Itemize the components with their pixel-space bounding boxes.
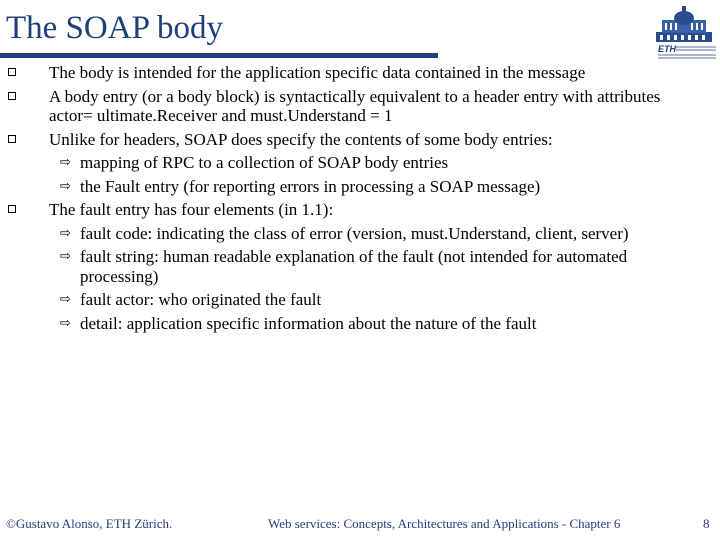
logo-text: ETH (658, 44, 676, 54)
sub-bullet-item (0, 247, 712, 286)
eth-logo (654, 2, 718, 60)
arrow-icon: ⇨ (60, 225, 71, 241)
bullet-text: Unlike for headers, SOAP does specify the contents of some body entries: (49, 129, 553, 149)
footer-course-title: Web services: Concepts, Architectures and Applications - Chapter 6 (268, 516, 621, 531)
sub-bullet-item (0, 290, 712, 310)
arrow-icon: ⇨ (60, 178, 71, 194)
sub-bullet-item (0, 153, 712, 173)
hollow-square-icon (8, 135, 16, 143)
bullet-item (0, 200, 712, 220)
sub-bullet-item (0, 314, 712, 334)
sub-bullet-item (0, 177, 712, 197)
title-underline (0, 53, 438, 58)
arrow-icon: ⇨ (60, 249, 71, 264)
eth-building-icon (654, 2, 718, 60)
sub-bullet-text: mapping of RPC to a collection of SOAP body entries (80, 153, 449, 172)
footer-copyright: ©Gustavo Alonso, ETH Zürich. (6, 516, 173, 531)
bullet-text: A body entry (or a body block) is syntactically equivalent to a header entry with attributes actor= ultimate.Receiver and must.Understand = 1 (49, 86, 661, 125)
hollow-square-icon (8, 92, 16, 100)
bullet-item (0, 87, 712, 126)
page-title: The SOAP body (6, 10, 223, 46)
sub-bullet-item (0, 224, 712, 244)
sub-bullet-text: fault actor: who originated the fault (80, 290, 322, 309)
sub-bullet-text: fault string: human readable explanation of the fault (not intended for automated processing) (80, 247, 628, 286)
sub-bullet-text: the Fault entry (for reporting errors in processing a SOAP message) (80, 176, 541, 196)
bullet-text: The body is intended for the application specific data contained in the message (49, 63, 586, 82)
sub-bullet-text: detail: application specific information about the nature of the fault (80, 313, 537, 333)
page-number: 8 (703, 516, 710, 531)
bullet-item (0, 63, 712, 83)
hollow-square-icon (8, 68, 16, 76)
arrow-icon: ⇨ (60, 292, 71, 307)
sub-bullet-text: fault code: indicating the class of error (version, must.Understand, client, server) (80, 223, 629, 243)
hollow-square-icon (8, 205, 16, 213)
arrow-icon: ⇨ (60, 315, 71, 331)
bullet-list (0, 63, 712, 333)
arrow-icon: ⇨ (60, 155, 71, 170)
bullet-item (0, 130, 712, 150)
bullet-text: The fault entry has four elements (in 1.1): (49, 200, 334, 219)
